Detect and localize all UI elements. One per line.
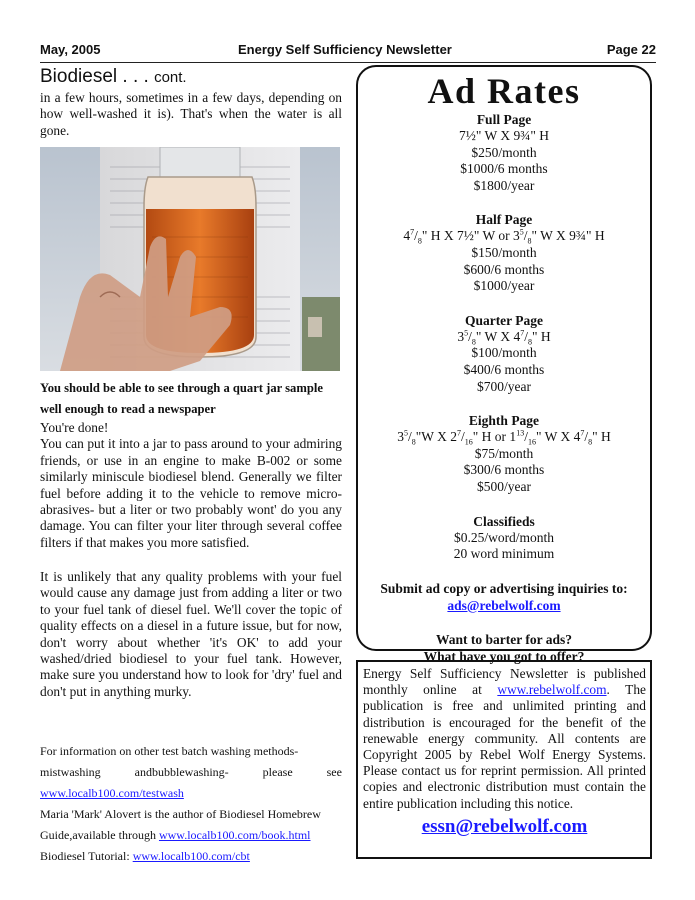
info-word: see bbox=[326, 765, 342, 779]
article-paragraph-2 bbox=[40, 420, 342, 551]
article-paragraph-1: in a few hours, sometimes in a few days, depending on how well-washed it is). That's when the water is all gone. bbox=[40, 90, 342, 138]
testwash-link[interactable]: www.localb100.com/testwash bbox=[40, 786, 184, 800]
info-word: please bbox=[262, 765, 293, 779]
ads-email-link[interactable]: ads@rebelwolf.com bbox=[447, 597, 561, 613]
quarter-page-size: $3^5/_8$" W X $4^7/_8$" H bbox=[457, 328, 551, 347]
half-page-year: $1000/year bbox=[473, 278, 535, 294]
jar-sample-photo bbox=[40, 147, 340, 371]
eighth-page-six-months: $300/6 months bbox=[463, 462, 545, 478]
article-title-text: Biodiesel . . . bbox=[40, 66, 149, 87]
page-number: Page 22 bbox=[606, 42, 656, 57]
classifieds-rate: $0.25/word/month bbox=[453, 529, 555, 545]
info-line-2 bbox=[40, 762, 342, 783]
full-page-month: $250/month bbox=[471, 144, 537, 160]
full-page-heading: Full Page bbox=[476, 112, 532, 127]
info-line-4: Maria 'Mark' Alovert is the author of Biodiesel Homebrew bbox=[40, 807, 321, 821]
article-paragraph-3: It is unlikely that any quality problems with your fuel would cause any damage just from adding a liter or two to your fuel tank of diesel fuel. We'll cover the topic of quality effects on a diesel in a future issue, but for now, don't worry about whether 'it's OK' to add your washed/dried biodiesel to your fuel tank. However, make sure you understand how to look for 'dry' fuel and don't put in anything murky. bbox=[40, 569, 342, 699]
info-word: andbubblewashing- bbox=[134, 765, 229, 779]
newsletter-email-link[interactable]: essn@rebelwolf.com bbox=[421, 815, 588, 837]
half-page-heading: Half Page bbox=[475, 212, 533, 228]
submit-instructions: Submit ad copy or advertising inquiries to: bbox=[380, 580, 628, 596]
guide-text: Guide,available through bbox=[40, 828, 159, 842]
quarter-page-six-months: $400/6 months bbox=[463, 361, 545, 377]
book-link[interactable]: www.localb100.com/book.html bbox=[158, 828, 311, 842]
article-title-continued: cont. bbox=[154, 69, 187, 86]
article-title bbox=[40, 66, 187, 88]
info-line-1: For information on other test batch washing methods- bbox=[40, 744, 299, 758]
classifieds-heading: Classifieds bbox=[473, 513, 535, 529]
eighth-page-year: $500/year bbox=[477, 478, 531, 494]
info-line-5 bbox=[40, 825, 342, 846]
eighth-page-month: $75/month bbox=[474, 445, 534, 461]
full-page-year: $1800/year bbox=[473, 177, 535, 193]
half-page-six-months: $600/6 months bbox=[463, 261, 545, 277]
info-line-3 bbox=[40, 783, 342, 804]
quarter-page-month: $100/month bbox=[471, 345, 537, 361]
notice-text-start: Energy Self Sufficiency Newsletter is published monthly online at bbox=[363, 666, 646, 698]
photo-caption: You should be able to see through a quart jar sample well enough to read a newspaper bbox=[40, 381, 323, 416]
half-page-size: $4^7/_8$" H X 7½" W or $3^5/_8$" W X 9¾" H bbox=[403, 227, 605, 247]
publishing-notice-text bbox=[363, 666, 646, 812]
done-line: You're done! bbox=[40, 420, 109, 435]
publishing-notice-box bbox=[356, 660, 652, 859]
full-page-size: 7½" W X 9¾" H bbox=[458, 128, 550, 143]
tutorial-link[interactable]: www.localb100.com/cbt bbox=[132, 849, 250, 863]
jar-photo-illustration bbox=[40, 147, 340, 371]
ad-rates-box bbox=[356, 65, 652, 664]
info-line-6 bbox=[40, 846, 342, 867]
barter-line-2: What have you got to offer? bbox=[423, 648, 585, 664]
classifieds-minimum: 20 word minimum bbox=[453, 546, 555, 562]
info-section bbox=[40, 741, 342, 867]
info-word: mistwashing bbox=[40, 765, 101, 779]
page-header bbox=[40, 40, 656, 63]
ad-rates-title: Ad Rates bbox=[427, 71, 581, 111]
quarter-page-heading: Quarter Page bbox=[464, 312, 544, 328]
half-page-rates bbox=[358, 211, 650, 294]
quarter-page-rates bbox=[358, 312, 650, 395]
article-paragraph-2-text: You can put it into a jar to pass around to your admiring friends, or use in an engine to make B-002 or some similarly miniscule biodiesel blend. Generally we filter fuel before adding it to the vehicle to remove micro-abrasives- but a liter or two probably wont' do you any damage. You can filter your liter through several coffee filters if that makes you more satisfied. bbox=[40, 436, 342, 550]
notice-text-end: . The publication is free and unlimited printing and distribution is encouraged for the benefit of the renewable energy community. All contents are Copyright 2005 by Rebel Wolf Energy Systems. Please contact us for reprint permission. All printed copies and electronic distribution must contain the entire publication including this notice. bbox=[363, 682, 646, 811]
eighth-page-rates bbox=[358, 412, 650, 495]
quarter-page-year: $700/year bbox=[477, 378, 531, 394]
tutorial-text: Biodiesel Tutorial: bbox=[40, 849, 133, 863]
issue-date: May, 2005 bbox=[40, 42, 101, 57]
eighth-page-size: $3^5/_8"W$ X $2^7/_{16}$" H or $1^{13}/_{16}$" W X $4^7/_8$" H bbox=[397, 428, 611, 447]
full-page-six-months: $1000/6 months bbox=[460, 161, 548, 177]
half-page-month: $150/month bbox=[471, 244, 537, 260]
website-link[interactable]: www.rebelwolf.com bbox=[497, 682, 607, 698]
eighth-page-heading: Eighth Page bbox=[468, 413, 540, 429]
classifieds-rates bbox=[358, 513, 650, 563]
barter-line-1: Want to barter for ads? bbox=[436, 631, 572, 647]
newsletter-title: Energy Self Sufficiency Newsletter bbox=[238, 42, 452, 57]
full-page-rates bbox=[358, 111, 650, 194]
